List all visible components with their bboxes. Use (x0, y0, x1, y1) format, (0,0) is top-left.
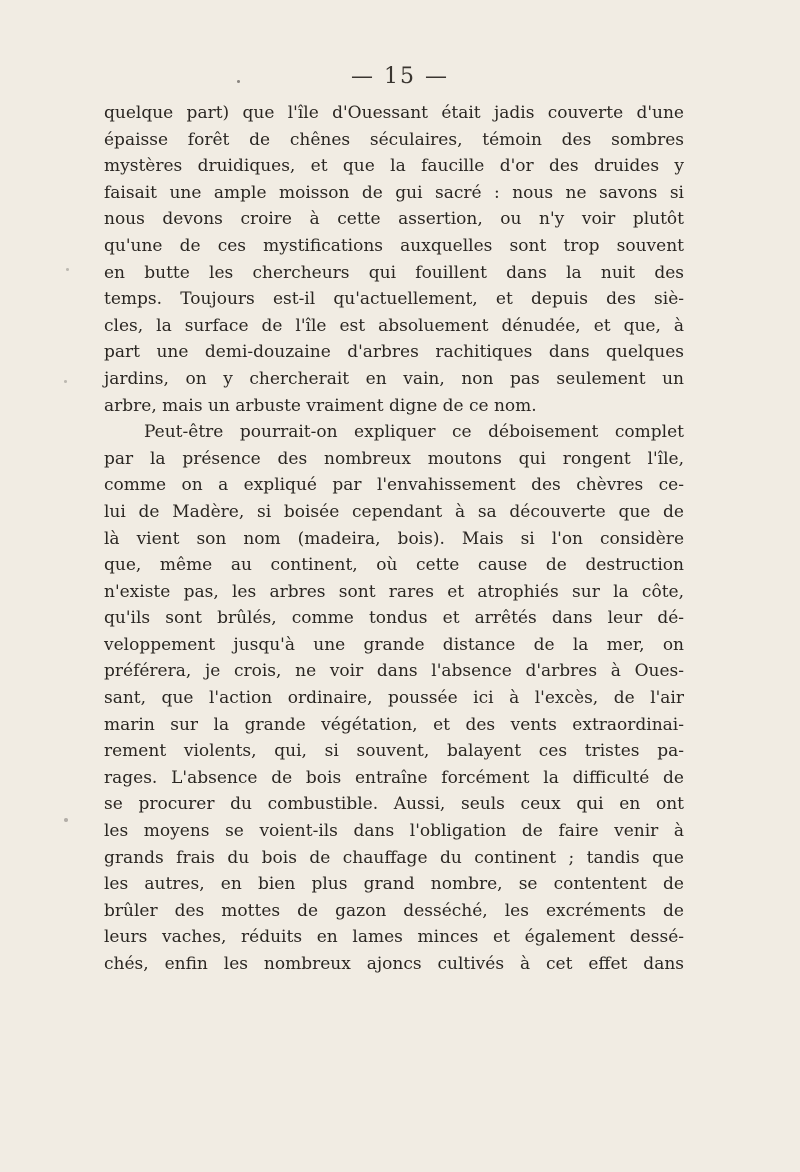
text-line: cles, la surface de l'île est absoluement dénudée, et que, à (104, 315, 684, 336)
text-line: par la présence des nombreux moutons qui rongent l'île, (104, 448, 684, 469)
paper-speck (64, 380, 67, 383)
text-line: grands frais du bois de chauffage du continent ; tandis que (104, 847, 684, 868)
text-line: épaisse forêt de chênes séculaires, témoin des sombres (104, 129, 684, 150)
text-line: part une demi-douzaine d'arbres rachitiques dans quelques (104, 342, 684, 363)
text-line: chés, enfin les nombreux ajoncs cultivés à cet effet dans (104, 954, 684, 974)
text-line: temps. Toujours est-il qu'actuellement, et depuis des siè- (104, 289, 684, 310)
text-line: n'existe pas, les arbres sont rares et atrophiés sur la côte, (104, 581, 684, 602)
paper-speck (237, 80, 240, 83)
text-line: jardins, on y chercherait en vain, non pas seulement un (104, 368, 684, 389)
text-line: Peut-être pourrait-on expliquer ce déboisement complet (144, 422, 684, 443)
text-line: se procurer du combustible. Aussi, seuls ceux qui en ont (104, 794, 684, 815)
text-line: leurs vaches, réduits en lames minces et également dessé- (104, 927, 684, 948)
text-line: les moyens se voient-ils dans l'obligation de faire venir à (104, 821, 684, 842)
text-line: marin sur la grande végétation, et des vents extraordinai- (104, 714, 684, 735)
text-line: faisait une ample moisson de gui sacré : nous ne savons si (104, 182, 684, 203)
text-line: quelque part) que l'île d'Ouessant était jadis couverte d'une (104, 103, 684, 123)
paper-speck (64, 818, 68, 822)
text-line: qu'une de ces mystifications auxquelles sont trop souvent (104, 235, 684, 256)
text-line: que, même au continent, où cette cause de destruction (104, 555, 684, 576)
text-line: brûler des mottes de gazon desséché, les excréments de (104, 900, 684, 921)
text-line: rages. L'absence de bois entraîne forcément la difficulté de (104, 767, 684, 788)
text-line: préférera, je crois, ne voir dans l'absence d'arbres à Oues- (104, 661, 684, 682)
text-line: comme on a expliqué par l'envahissement des chèvres ce- (104, 475, 684, 496)
text-line: les autres, en bien plus grand nombre, se contentent de (104, 874, 684, 895)
text-line: en butte les chercheurs qui fouillent dans la nuit des (104, 262, 684, 283)
text-line: mystères druidiques, et que la faucille d'or des druides y (104, 156, 684, 177)
text-line: sant, que l'action ordinaire, poussée ici à l'excès, de l'air (104, 688, 684, 709)
text-line: veloppement jusqu'à une grande distance de la mer, on (104, 634, 684, 655)
text-block (104, 100, 684, 978)
text-line: rement violents, qui, si souvent, balayent ces tristes pa- (104, 741, 684, 762)
text-line: arbre, mais un arbuste vraiment digne de ce nom. (104, 395, 537, 416)
paper-speck (66, 268, 69, 271)
text-line: lui de Madère, si boisée cependant à sa découverte que de (104, 501, 684, 522)
text-line: qu'ils sont brûlés, comme tondus et arrêtés dans leur dé- (104, 608, 684, 629)
page-number: — 15 — (351, 64, 449, 89)
text-line: nous devons croire à cette assertion, ou n'y voir plutôt (104, 209, 684, 230)
text-line: là vient son nom (madeira, bois). Mais si l'on considère (104, 528, 684, 549)
